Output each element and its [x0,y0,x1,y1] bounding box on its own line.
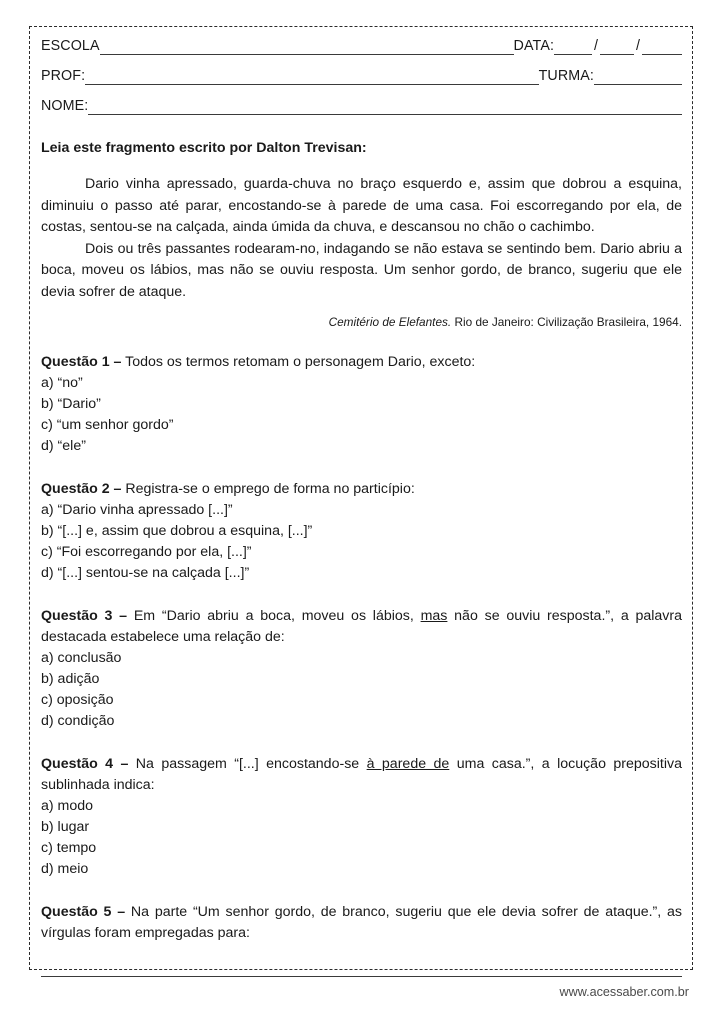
question-3-text-before: Em “Dario abriu a boca, moveu os lábios, [127,608,421,624]
escola-label: ESCOLA [41,38,100,54]
question-1-option-d[interactable]: d) “ele” [41,438,86,454]
header-row-escola-data [41,38,682,55]
reading-instruction: Leia este fragmento escrito por Dalton Trevisan: [41,140,367,156]
question-3-text-after: não se ouviu resposta.”, a palavra destacada estabelece uma relação de: [41,608,683,645]
question-2-option-c[interactable]: c) “Foi escorregando por ela, [...]” [41,544,252,560]
header-row-prof-turma [41,68,682,85]
source-title: Cemitério de Elefantes. [328,315,452,329]
escola-input-line[interactable] [100,41,514,55]
footer-website[interactable]: www.acessaber.com.br [559,985,689,999]
question-2 [41,479,682,584]
question-1-option-a[interactable]: a) “no” [41,375,83,391]
data-month-input-line[interactable] [600,41,634,55]
question-1-option-b[interactable]: b) “Dario” [41,396,101,412]
question-4 [41,754,682,880]
question-1-text: Todos os termos retomam o personagem Dario, exceto: [121,354,476,370]
passage-paragraph-1: Dario vinha apressado, guarda-chuva no braço esquerdo e, assim que dobrou a esquina, diminuiu o passo até parar, encostando-se à parede de uma casa. Foi escorregando por ela, de costas, sentou-se na calçada, ainda úmida da chuva, e descansou no chão o cachimbo. [41,176,682,235]
question-4-option-b[interactable]: b) lugar [41,819,90,835]
turma-label: TURMA: [538,68,594,84]
date-separator-2: / [636,38,640,54]
question-3-option-d[interactable]: d) condição [41,713,115,729]
question-3-option-a[interactable]: a) conclusão [41,650,122,666]
question-2-stem [41,479,682,500]
worksheet-content [41,38,682,977]
question-4-label: Questão 4 – [41,756,129,772]
question-1-option-c[interactable]: c) “um senhor gordo” [41,417,174,433]
header-row-nome [41,98,682,115]
question-4-text-before: Na passagem “[...] encostando-se [128,756,367,772]
data-label: DATA: [513,38,555,54]
question-2-label: Questão 2 – [41,481,122,497]
question-5-answer-area[interactable] [41,956,682,977]
footer [0,985,724,999]
date-separator-1: / [594,38,599,54]
question-4-text-after: uma casa.”, a locução prepositiva sublinhada indica: [41,756,682,793]
question-1 [41,352,682,457]
passage-source [41,314,682,330]
question-4-underlined-phrase: à parede de [366,756,450,772]
question-3-stem [41,606,682,648]
nome-input-line[interactable] [88,101,682,115]
question-4-option-d[interactable]: d) meio [41,861,89,877]
question-1-label: Questão 1 – [41,354,122,370]
question-3-option-b[interactable]: b) adição [41,671,100,687]
question-5 [41,902,682,977]
question-3-label: Questão 3 – [41,608,128,624]
question-5-stem [41,902,682,944]
question-5-label: Questão 5 – [41,904,126,920]
data-day-input-line[interactable] [554,41,592,55]
source-publication: Rio de Janeiro: Civilização Brasileira, 1964. [451,315,682,329]
question-4-option-c[interactable]: c) tempo [41,840,97,856]
question-2-option-d[interactable]: d) “[...] sentou-se na calçada [...]” [41,565,250,581]
turma-input-line[interactable] [594,71,682,85]
question-3-option-c[interactable]: c) oposição [41,692,114,708]
data-year-input-line[interactable] [642,41,682,55]
nome-label: NOME: [41,98,89,114]
question-2-option-b[interactable]: b) “[...] e, assim que dobrou a esquina, [...]” [41,523,313,539]
question-4-option-a[interactable]: a) modo [41,798,94,814]
question-2-option-a[interactable]: a) “Dario vinha apressado [...]” [41,502,233,518]
question-5-text: Na parte “Um senhor gordo, de branco, sugeriu que ele devia sofrer de ataque.”, as vírgulas foram empregadas para: [41,904,682,941]
question-2-text: Registra-se o emprego de forma no particípio: [121,481,415,497]
prof-label: PROF: [41,68,86,84]
question-1-stem [41,352,682,373]
prof-input-line[interactable] [85,71,538,85]
question-3 [41,606,682,732]
question-3-underlined-word: mas [420,608,448,624]
question-5-answer-line-1[interactable] [41,956,682,977]
question-4-stem [41,754,682,796]
passage-paragraph-2: Dois ou três passantes rodearam-no, indagando se não estava se sentindo bem. Dario abriu a boca, moveu os lábios, mas não se ouviu resposta. Um senhor gordo, de branco, sugeriu que ele devia sofrer de ataque. [41,240,682,300]
